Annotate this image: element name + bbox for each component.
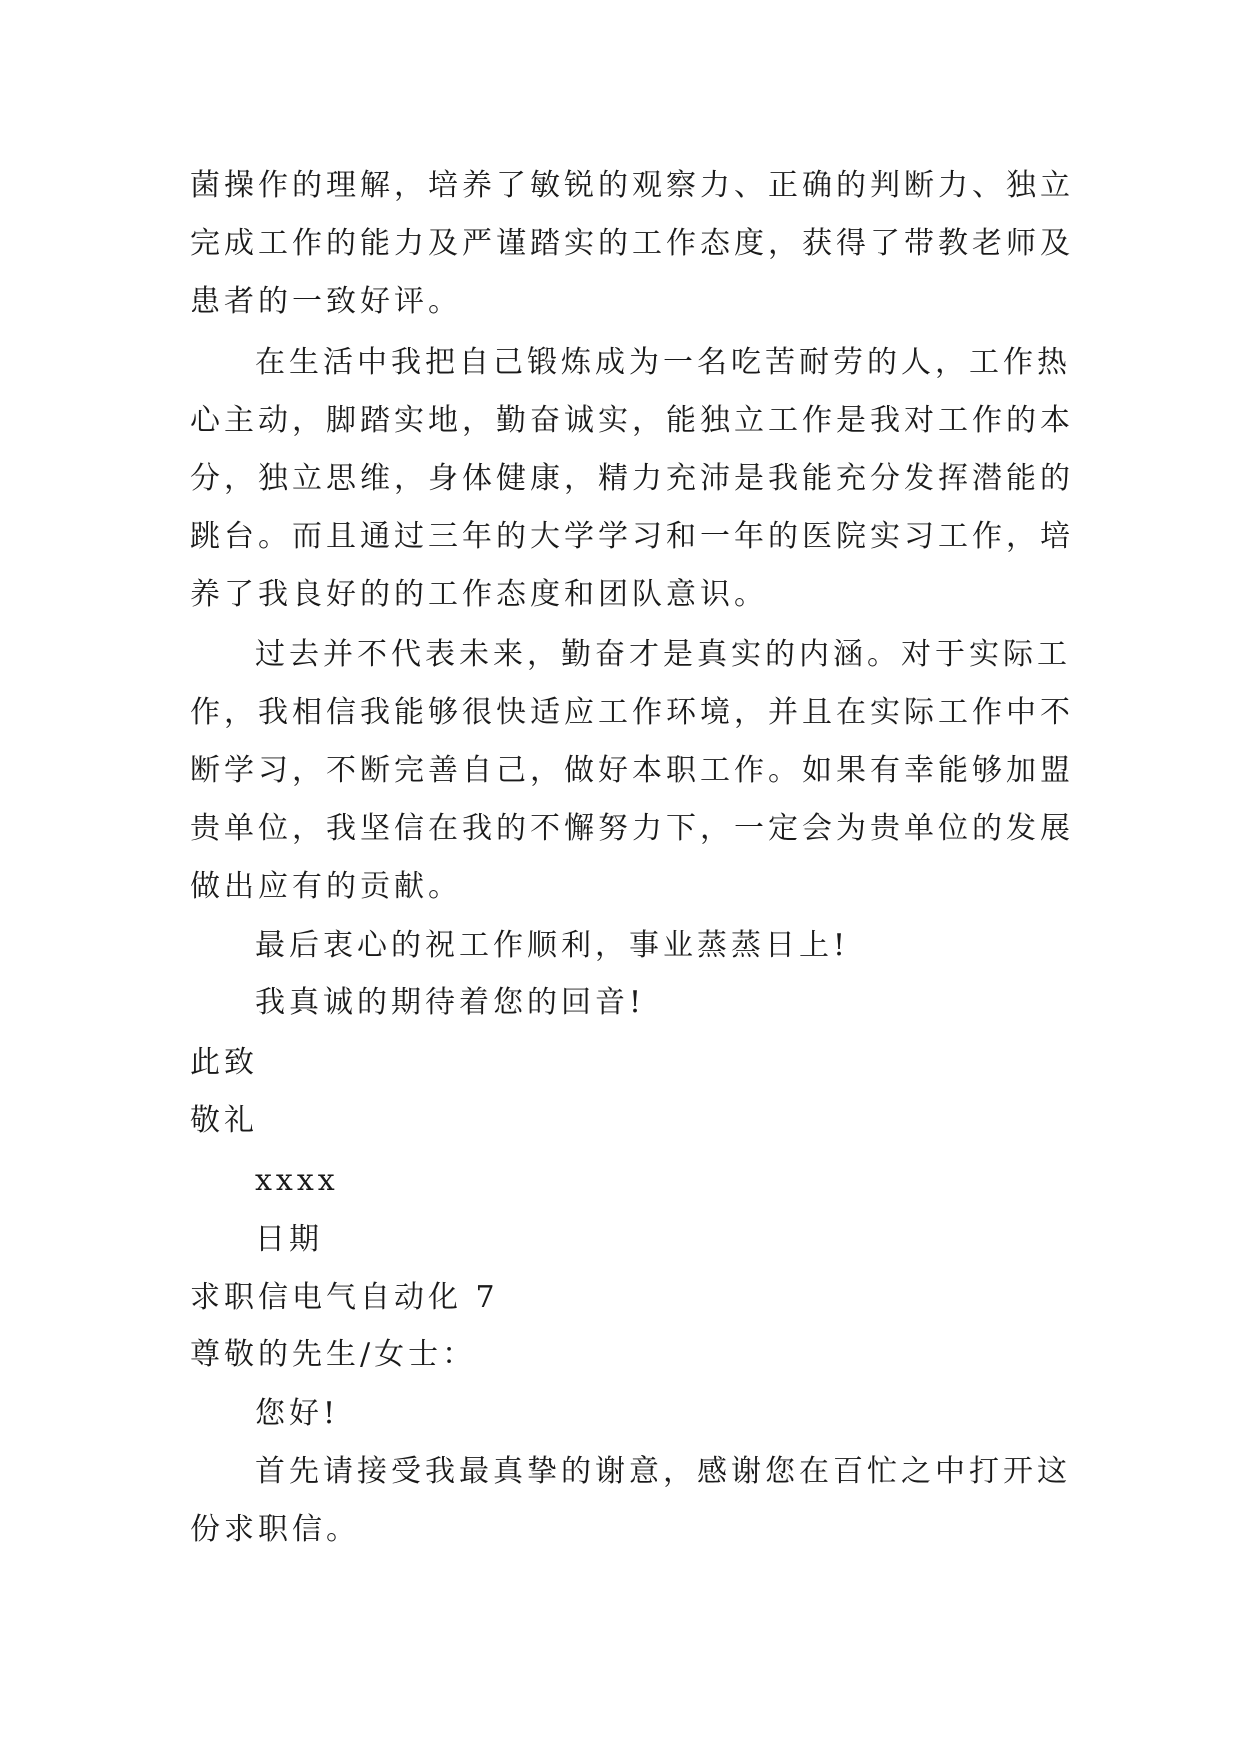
greeting-line: 您好! xyxy=(255,1396,340,1431)
signature-date: 日期 xyxy=(255,1222,323,1257)
section-title: 求职信电气自动化 7 xyxy=(190,1280,499,1315)
greeting-line: 尊敬的先生/女士： xyxy=(190,1337,477,1372)
paragraph-line: 完成工作的能力及严谨踏实的工作态度，获得了带教老师及 xyxy=(190,226,1074,261)
paragraph-line: 跳台。而且通过三年的大学学习和一年的医院实习工作，培 xyxy=(190,519,1074,554)
paragraph-line: 患者的一致好评。 xyxy=(190,284,462,319)
salutation-line: 敬礼 xyxy=(190,1103,258,1138)
paragraph-line: 养了我良好的的工作态度和团队意识。 xyxy=(190,577,768,612)
paragraph-line: 菌操作的理解，培养了敏锐的观察力、正确的判断力、独立 xyxy=(190,168,1074,203)
paragraph-line: 在生活中我把自己锻炼成为一名吃苦耐劳的人，工作热 xyxy=(255,345,1071,380)
paragraph-line: 断学习，不断完善自己，做好本职工作。如果有幸能够加盟 xyxy=(190,753,1074,788)
paragraph-line: 分，独立思维，身体健康，精力充沛是我能充分发挥潜能的 xyxy=(190,461,1074,496)
paragraph-line: 首先请接受我最真挚的谢意，感谢您在百忙之中打开这 xyxy=(255,1454,1071,1489)
paragraph-line: 贵单位，我坚信在我的不懈努力下，一定会为贵单位的发展 xyxy=(190,811,1074,846)
paragraph-line: 过去并不代表未来，勤奋才是真实的内涵。对于实际工 xyxy=(255,637,1071,672)
paragraph-line: 作，我相信我能够很快适应工作环境，并且在实际工作中不 xyxy=(190,695,1074,730)
closing-wish-line: 我真诚的期待着您的回音! xyxy=(255,985,646,1020)
paragraph-line: 心主动，脚踏实地，勤奋诚实，能独立工作是我对工作的本 xyxy=(190,403,1074,438)
paragraph-line: 份求职信。 xyxy=(190,1512,360,1547)
signature-name: xxxx xyxy=(255,1163,339,1198)
paragraph-line: 做出应有的贡献。 xyxy=(190,869,462,904)
salutation-line: 此致 xyxy=(190,1045,258,1080)
closing-wish-line: 最后衷心的祝工作顺利，事业蒸蒸日上! xyxy=(255,928,850,963)
